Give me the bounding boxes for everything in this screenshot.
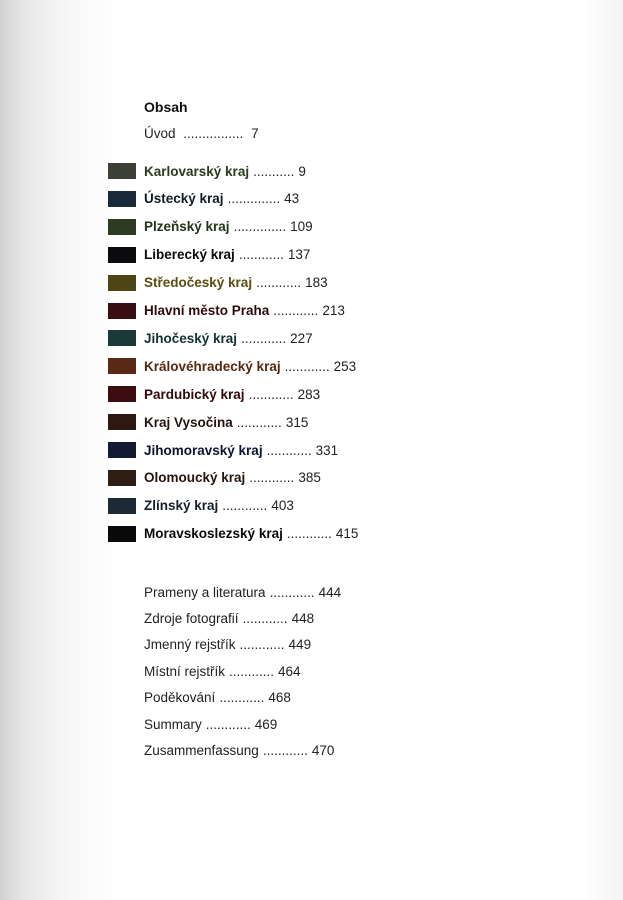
region-color-swatch — [108, 414, 136, 430]
toc-page-number: 283 — [297, 386, 321, 402]
region-name: Středočeský kraj — [144, 275, 253, 291]
toc-entry-region[interactable] — [108, 468, 528, 488]
toc-leader-dots: ............ — [286, 526, 332, 542]
region-name: Pardubický kraj — [144, 386, 245, 402]
region-color-swatch — [108, 191, 136, 207]
toc-leader-dots: ............ — [249, 470, 295, 486]
toc-entry-label: Zdroje fotografií — [144, 610, 239, 626]
toc-entry-back-matter[interactable] — [144, 714, 277, 734]
toc-leader-dots: ............ — [242, 610, 288, 626]
toc-page-number: 385 — [298, 470, 321, 486]
region-name: Moravskoslezský kraj — [144, 526, 283, 542]
toc-entry-back-matter[interactable] — [144, 635, 311, 655]
toc-entry-back-matter[interactable] — [144, 740, 334, 760]
toc-entry-back-matter[interactable] — [144, 661, 301, 681]
region-name: Plzeňský kraj — [144, 219, 230, 235]
region-color-swatch — [108, 247, 136, 263]
region-color-swatch — [108, 330, 136, 346]
toc-entry-label: Zusammenfassung — [144, 742, 259, 758]
toc-page-number: 403 — [271, 498, 294, 514]
toc-entry-label: Jmenný rejstřík — [144, 637, 236, 653]
toc-entry-region[interactable] — [108, 161, 528, 181]
toc-leader-dots: .............. — [233, 219, 287, 235]
toc-entry-back-matter[interactable] — [144, 608, 314, 628]
toc-page-number: 464 — [278, 663, 301, 679]
toc-page-number: 415 — [335, 526, 359, 542]
region-name: Hlavní město Praha — [144, 303, 270, 318]
toc-page-number: 109 — [290, 219, 313, 235]
region-color-swatch — [108, 442, 136, 458]
toc-page-number: 468 — [268, 690, 291, 706]
toc-page-number: 469 — [254, 716, 278, 732]
toc-leader-dots: ........... — [253, 163, 295, 179]
toc-leader-dots: ............ — [229, 663, 275, 679]
region-name: Zlínský kraj — [144, 498, 219, 514]
region-color-swatch — [108, 498, 136, 514]
toc-page-number: 227 — [290, 330, 313, 346]
toc-page-number: 43 — [284, 191, 300, 207]
toc-page-number: 253 — [333, 358, 357, 374]
region-color-swatch — [108, 358, 136, 374]
toc-page-number: 470 — [311, 742, 335, 758]
region-color-swatch — [108, 303, 136, 319]
toc-leader-dots: ............ — [238, 247, 284, 263]
region-name: Kraj Vysočina — [144, 414, 233, 430]
toc-leader-dots: ............ — [256, 275, 302, 291]
toc-leader-dots: ............ — [239, 637, 285, 653]
toc-entry-label: Poděkování — [144, 690, 216, 706]
toc-entry-region[interactable] — [108, 496, 528, 516]
toc-leader-dots: ............ — [241, 330, 287, 346]
toc-leader-dots: .............. — [227, 191, 281, 207]
toc-leader-dots: ............ — [262, 742, 308, 758]
region-name: Liberecký kraj — [144, 247, 235, 263]
toc-page-number: 449 — [288, 637, 312, 653]
toc-entry-region[interactable] — [108, 524, 528, 544]
region-color-swatch — [108, 275, 136, 291]
toc-entry-back-matter[interactable] — [144, 582, 341, 602]
region-color-swatch — [108, 526, 136, 542]
toc-page-number: 444 — [318, 584, 342, 600]
toc-leader-dots: ............ — [219, 690, 265, 706]
toc-entry-back-matter[interactable] — [144, 688, 291, 708]
region-name: Královéhradecký kraj — [144, 358, 281, 374]
toc-leader-dots: ............ — [266, 442, 312, 458]
toc-leader-dots: ............ — [222, 498, 268, 514]
toc-entry-region[interactable] — [108, 356, 528, 376]
toc-entry-region[interactable] — [108, 440, 528, 460]
toc-page-number: 213 — [322, 303, 345, 318]
toc-page-number: 183 — [305, 275, 328, 291]
toc-leader-dots: ............ — [269, 584, 315, 600]
toc-entry-region[interactable] — [108, 412, 528, 432]
toc-page-number: 448 — [291, 610, 315, 626]
toc-leader-dots: ............ — [273, 303, 319, 318]
toc-entry-region[interactable] — [108, 217, 528, 237]
region-name: Jihočeský kraj — [144, 330, 238, 346]
toc-entry-intro[interactable] — [144, 126, 259, 141]
toc-page-number: 9 — [298, 163, 306, 179]
toc-page-number: 331 — [315, 442, 339, 458]
toc-entry-region[interactable] — [108, 189, 528, 209]
toc-entry-label: Místní rejstřík — [144, 663, 226, 679]
region-name: Olomoucký kraj — [144, 470, 246, 486]
toc-entry-label: Prameny a literatura — [144, 584, 266, 600]
toc-leader-dots: ............ — [248, 386, 294, 402]
toc-leader-dots: ............ — [236, 414, 282, 430]
toc-page-number: 137 — [287, 247, 311, 263]
toc-entry-region[interactable] — [108, 384, 528, 404]
toc-leader-dots: ............ — [205, 716, 251, 732]
toc-title: Obsah — [144, 99, 188, 115]
toc-page-number: 315 — [285, 414, 309, 430]
region-name: Jihomoravský kraj — [144, 442, 263, 458]
toc-entry-region[interactable] — [108, 301, 528, 321]
toc-leader-dots: ............ — [284, 358, 330, 374]
region-color-swatch — [108, 386, 136, 402]
toc-entry-label: Úvod — [144, 126, 176, 141]
region-color-swatch — [108, 163, 136, 179]
region-name: Ústecký kraj — [144, 191, 224, 207]
toc-page-number: 7 — [251, 126, 259, 141]
toc-entry-region[interactable] — [108, 273, 528, 293]
region-name: Karlovarský kraj — [144, 163, 250, 179]
toc-leader-dots: ................ — [183, 126, 244, 141]
toc-entry-region[interactable] — [108, 245, 528, 265]
region-color-swatch — [108, 470, 136, 486]
toc-entry-region[interactable] — [108, 328, 528, 348]
toc-entry-label: Summary — [144, 716, 202, 732]
region-color-swatch — [108, 219, 136, 235]
